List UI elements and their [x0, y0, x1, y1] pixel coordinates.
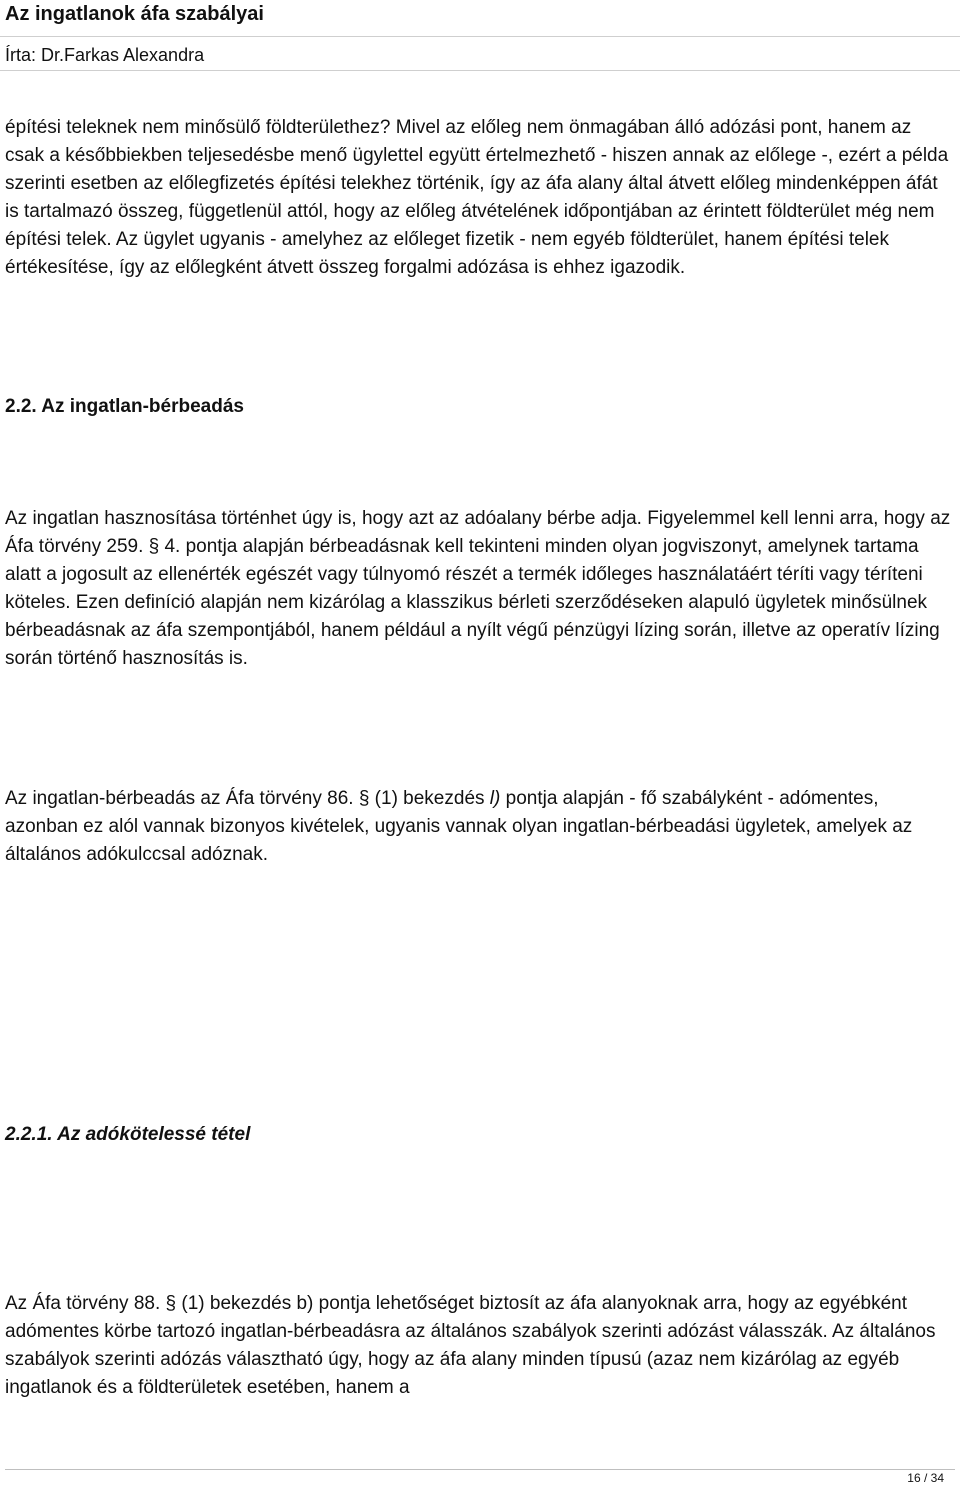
paragraph-advance-payment	[5, 114, 955, 282]
paragraph-rental-definition	[5, 505, 955, 673]
paragraph-taxable-option	[5, 1290, 955, 1402]
paragraph-rental-exemption	[5, 785, 955, 869]
paragraph-text: építési teleknek nem minősülő földterülethez? Mivel az előleg nem önmagában álló adózási pont, hanem az csak a későbbiekben teljesedésbe menő ügylettel együtt értelmezhető - hiszen annak az előlege -, ezért a példa szerinti esetben az előlegfizetés építési telekhez történik, így az áfa alany által átvett előleg mindenképpen áfát is tartalmazó összeg, függetlenül attól, hogy az előleg átvételének időpontjában az érintett földterület még nem építési telek. Az ügylet ugyanis - amelyhez az előleget fizetik - nem egyéb földterület, hanem építési telek értékesítése, így az előlegként átvett összeg forgalmi adózása is ehhez igazodik.	[5, 117, 949, 278]
document-author: Írta: Dr.Farkas Alexandra	[5, 45, 205, 65]
paragraph-text: Az ingatlan hasznosítása történhet úgy is, hogy azt az adóalany bérbe adja. Figyelemmel kell lenni arra, hogy az Áfa törvény 259. § 4. pontja alapján bérbeadásnak kell tekinteni minden olyan jogviszonyt, amelynek tartama alatt a jogosult az ellenérték egészét vagy túlnyomó részét a termék időleges használatáért téríti vagy téríteni köteles. Ezen definíció alapján nem kizárólag a klasszikus bérleti szerződéseken alapuló ügyletek minősülnek bérbeadásnak az áfa szempontjából, hanem például a nyílt végű pénzügyi lízing során, illetve az operatív lízing során történő hasznosítás is.	[5, 508, 951, 669]
paragraph-text: Az Áfa törvény 88. § (1) bekezdés b) pontja lehetőséget biztosít az áfa alanyoknak arra, hogy az egyébként adómentes körbe tartozó ingatlan-bérbeadásra az általános szabályok szerinti adózást válasszák. Az általános szabályok szerinti adózás választható úgy, hogy az áfa alany minden típusú (azaz nem kizárólag az egyéb ingatlanok és a földterületek esetében, hanem a	[5, 1293, 936, 1398]
section-heading-rental: 2.2. Az ingatlan-bérbeadás	[5, 396, 244, 417]
page-number: 16 / 34	[907, 1471, 944, 1485]
paragraph-text-italic: l)	[489, 788, 501, 809]
header-divider-bottom	[0, 70, 960, 71]
document-header	[0, 0, 960, 72]
header-divider	[0, 36, 960, 37]
footer-divider	[5, 1469, 955, 1470]
paragraph-text-part: pontja alapján - fő szabályként - adómentes, azonban ez alól vannak bizonyos kivételek, ugyanis vannak olyan ingatlan-bérbeadási ügyletek, amelyek az általános adókulccsal adóznak.	[5, 788, 913, 865]
subsection-heading-taxable-option: 2.2.1. Az adókötelessé tétel	[5, 1124, 251, 1145]
paragraph-text-part: Az ingatlan-bérbeadás az Áfa törvény 86. § (1) bekezdés	[5, 788, 490, 809]
document-title: Az ingatlanok áfa szabályai	[5, 3, 264, 25]
paragraph-text	[5, 785, 955, 869]
